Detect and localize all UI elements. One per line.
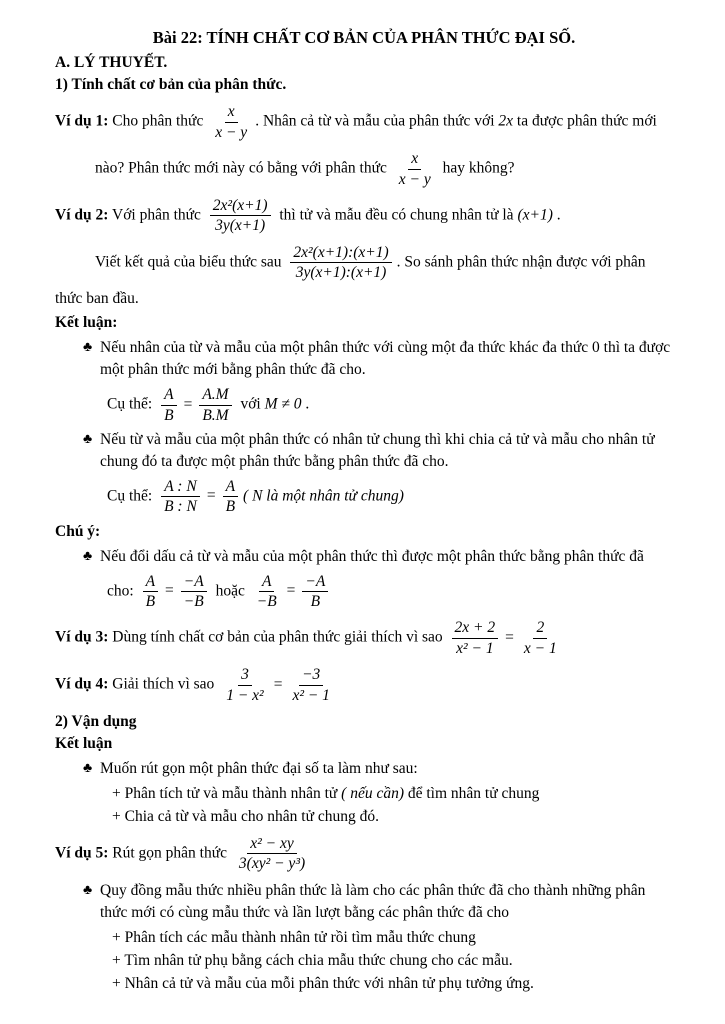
example-2-text-4: Viết kết quả của biểu thức sau	[95, 253, 286, 270]
example-1-text-1: Cho phân thức	[108, 112, 208, 130]
example-2-text-5: . So sánh phân thức nhận được với phân	[396, 253, 646, 270]
example-5-label: Ví dụ 5:	[55, 844, 109, 862]
common-denominator-step-1: + Phân tích các mẫu thành nhân tử rồi tìm mẫu thức chung	[112, 928, 476, 946]
fraction-x2-minus-xy: $\frac{\text{x² − xy}}{\text{3(xy² − y³)}}$	[238, 834, 306, 873]
common-denominator-step-3: + Nhân cả tử và mẫu của mỗi phân thức với nhân tử phụ tưởng ứng.	[112, 974, 534, 992]
example-5	[55, 833, 673, 875]
formula-divide-rule	[107, 476, 673, 518]
equals-sign: =	[505, 628, 514, 646]
fraction-2x2-over-3y: $\frac{\text{2x²(x+1)}}{3y(x+1)}$	[210, 197, 271, 235]
fraction-neg-a-over-b: $\frac{-A}{B}$	[302, 573, 328, 611]
fraction-a-over-neg-b: $\frac{A}{-B}$	[256, 572, 277, 611]
equals-sign: =	[286, 582, 296, 600]
fraction-x-over-x-minus-y-2: $\frac{x}{x - y}$	[398, 150, 431, 188]
example-1-text-3: ta được phân thức mới	[513, 112, 657, 130]
club-bullet-icon: ♣	[83, 548, 93, 564]
example-5-text: Rút gọn phân thức	[108, 844, 231, 862]
simplify-step-1-note: ( nếu cần)	[341, 784, 404, 802]
fraction-neg-3-over-x2-minus-1: $\frac{-3}{\text{x² − 1}}$	[292, 666, 330, 704]
note-bullet	[83, 546, 673, 568]
conclusion-2-heading: Kết luận	[55, 734, 113, 752]
math-2x: 2x	[498, 112, 514, 130]
fraction-an-over-bn: $\frac{A : N}{B : N}$	[161, 478, 200, 516]
example-2-line-1	[55, 195, 673, 237]
example-4-text: Giải thích vì sao	[108, 675, 219, 693]
formula-divide-label: Cụ thể:	[107, 487, 157, 505]
fraction-a-over-b-2: $\frac{A}{B}$	[223, 478, 238, 516]
fraction-3-over-1-minus-x2: $\frac{3}{\text{1 − x²}}$	[226, 666, 264, 704]
example-1-text-5: hay không?	[438, 159, 515, 177]
example-4	[55, 664, 673, 706]
club-bullet-icon: ♣	[83, 882, 93, 898]
common-denominator-bullet-text: Quy đồng mẫu thức nhiều phân thức là làm cho các phân thức đã cho thành những phân thức mới có cùng mẫu thức và lần lượt bằng các phân thức đã cho	[100, 881, 646, 921]
example-3	[55, 617, 673, 659]
math-x-plus-1: (x+1)	[517, 206, 553, 224]
conclusion-bullet-2-text: Nếu từ và mẫu của một phân thức có nhân tử chung thì khi chia cả tử và mẫu cho nhân tử chung đó ta được một phân thức bằng phân thức đã cho.	[100, 431, 655, 471]
math-m-not-zero: M ≠ 0	[264, 395, 302, 413]
example-2-label: Ví dụ 2:	[55, 206, 109, 224]
formula-multiply-label: Cụ thể:	[107, 395, 157, 413]
note-heading: Chú ý:	[55, 522, 101, 540]
conclusion-bullet-1	[83, 337, 673, 381]
fraction-2-over-x-minus-1: $\frac{2}{x - 1}$	[523, 619, 557, 657]
example-1-label: Ví dụ 1:	[55, 112, 109, 130]
example-1-text-4: nào? Phân thức mới này có bằng với phân thức	[95, 159, 391, 177]
club-bullet-icon: ♣	[83, 340, 93, 356]
fraction-am-over-bm: $\frac{A.M}{B.M}$	[199, 386, 231, 424]
fraction-division-expression: $\frac{\text{2x²(x+1):(x+1)}}{3y(x+1):(x+1)}$	[290, 244, 391, 282]
section-1-heading: 1) Tính chất cơ bản của phân thức.	[55, 76, 287, 94]
formula-divide-note: ( N là một nhân tử chung)	[243, 487, 404, 505]
example-2-line-3: thức ban đầu.	[55, 290, 139, 308]
section-a-heading: A. LÝ THUYẾT.	[55, 54, 168, 72]
example-2-text-3: .	[552, 206, 561, 224]
club-bullet-icon: ♣	[83, 760, 93, 776]
equals-sign: =	[165, 582, 174, 600]
example-4-label: Ví dụ 4:	[55, 675, 109, 693]
conclusion-1-heading: Kết luận:	[55, 314, 118, 332]
formula-multiply-text: với	[236, 395, 265, 413]
simplify-bullet-text: Muốn rút gọn một phân thức đại số ta làm như sau:	[100, 759, 418, 777]
example-1-line-1	[55, 101, 673, 143]
fraction-neg-a-over-neg-b: $\frac{-A}{-B}$	[181, 573, 207, 611]
note-bullet-text: Nếu đổi dấu cả từ và mẫu của một phân thức thì được một phân thức bằng phân thức đã	[100, 547, 644, 565]
example-1-line-2	[95, 148, 673, 190]
formula-sign-change	[107, 571, 673, 613]
simplify-step-2: + Chia cả từ và mẫu cho nhân tử chung đó.	[112, 807, 380, 825]
simplify-step-1-text-a: + Phân tích tử và mẫu thành nhân tử	[112, 784, 342, 802]
section-2-heading: 2) Vận dụng	[55, 712, 137, 730]
formula-sign-change-label: cho:	[107, 582, 138, 600]
example-2-text-1: Với phân thức	[108, 206, 205, 224]
conclusion-bullet-1-text: Nếu nhân của từ và mẫu của một phân thức với cùng một đa thức khác đa thức 0 thì ta được một phân thức mới bằng phân thức đã cho.	[100, 339, 671, 379]
formula-multiply-rule	[107, 384, 673, 426]
common-denominator-bullet	[83, 880, 673, 924]
or-text: hoặc	[211, 582, 249, 600]
equals-sign: =	[183, 395, 193, 413]
page-title: Bài 22: TÍNH CHẤT CƠ BẢN CỦA PHÂN THỨC ĐẠI SỐ.	[152, 28, 576, 47]
fraction-a-over-b: $\frac{A}{B}$	[161, 386, 176, 424]
fraction-x-over-x-minus-y: $\frac{x}{x - y}$	[215, 103, 248, 141]
formula-multiply-dot: .	[301, 395, 310, 413]
simplify-bullet	[83, 758, 673, 780]
fraction-2x-plus-2: $\frac{2x + 2}{\text{x² − 1}}$	[452, 619, 499, 657]
example-3-text: Dùng tính chất cơ bản của phân thức giải thích vì sao	[108, 628, 447, 646]
common-denominator-step-2: + Tìm nhân tử phụ bằng cách chia mẫu thức chung cho các mẫu.	[112, 951, 513, 969]
example-2-text-2: thì tử và mẫu đều có chung nhân tử là	[275, 206, 518, 224]
example-2-line-2	[95, 242, 673, 284]
equals-sign: =	[273, 675, 283, 693]
example-3-label: Ví dụ 3:	[55, 628, 109, 646]
simplify-step-1-text-b: để tìm nhân tử chung	[404, 784, 540, 802]
equals-sign: =	[206, 487, 216, 505]
simplify-step-1	[112, 783, 673, 805]
fraction-a-over-b-3: $\frac{A}{B}$	[143, 573, 158, 611]
club-bullet-icon: ♣	[83, 432, 93, 448]
example-1-text-2: . Nhân cả từ và mẫu của phân thức với	[255, 112, 499, 130]
conclusion-bullet-2	[83, 429, 673, 473]
